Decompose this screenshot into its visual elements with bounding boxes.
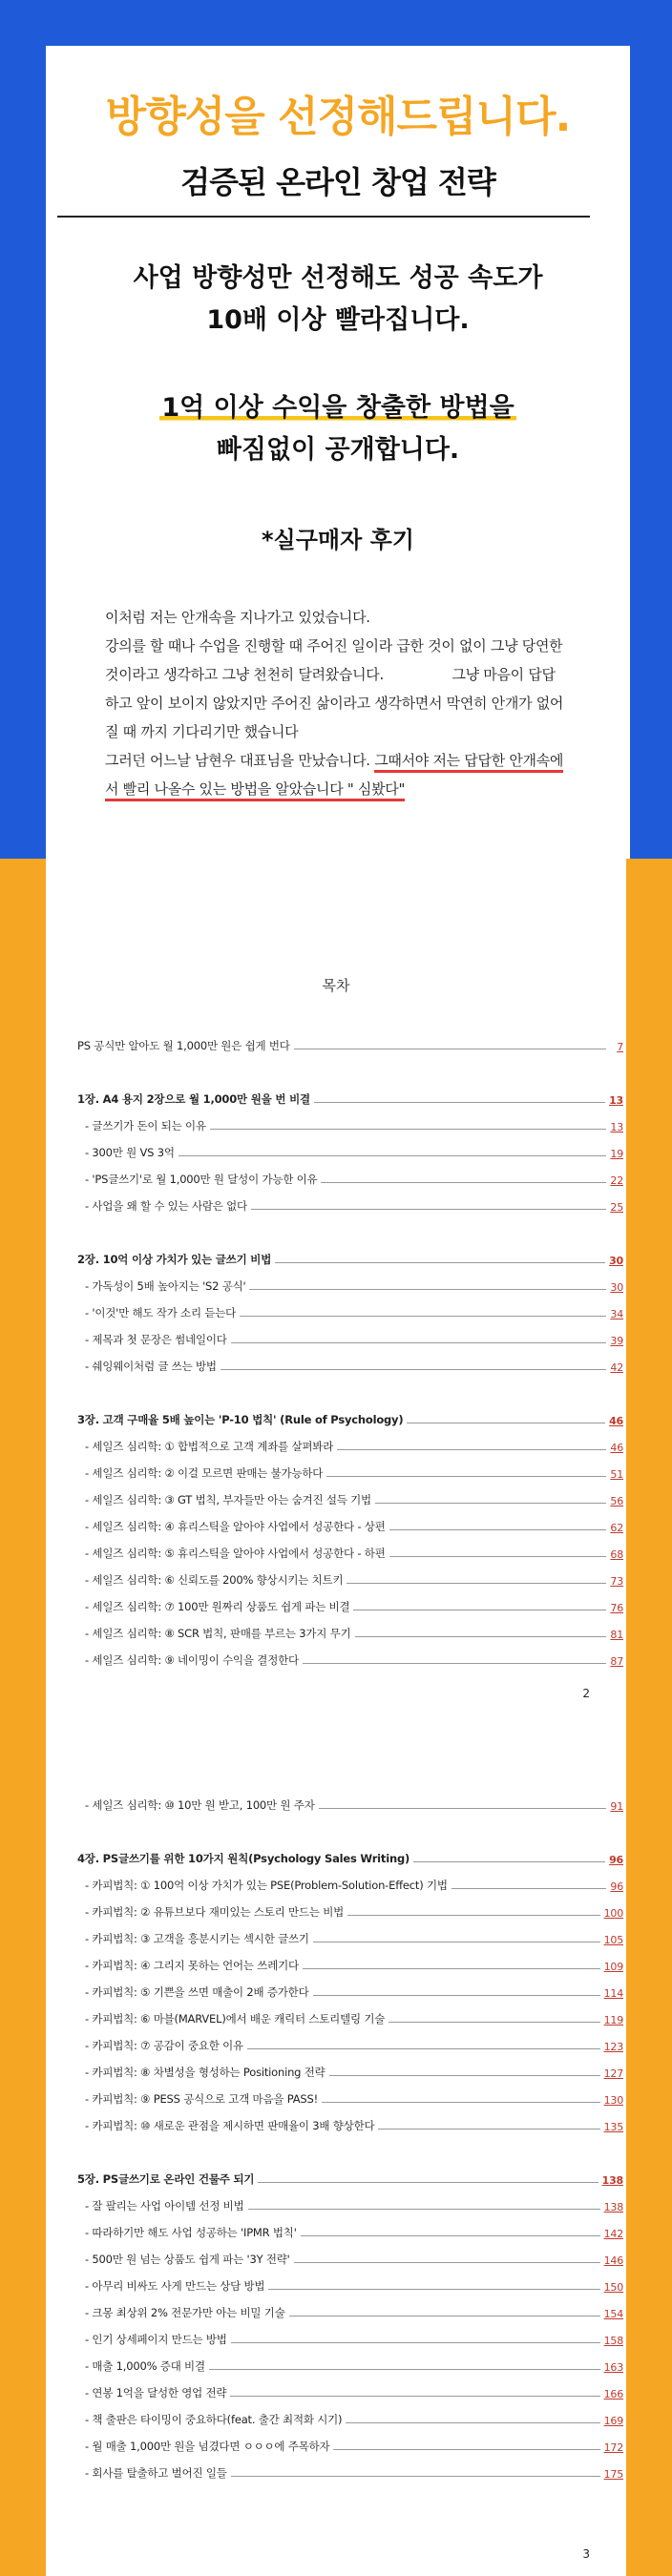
toc-entry-row[interactable]	[77, 1107, 623, 1133]
toc-page-link[interactable]: 163	[603, 2361, 623, 2374]
toc-leader-line	[230, 2396, 599, 2397]
toc-spacer	[77, 1053, 623, 1080]
toc-leader-line	[258, 2182, 598, 2183]
review-label: *실구매자 후기	[261, 527, 414, 553]
toc-page-3	[0, 1717, 672, 2576]
toc-entry-row[interactable]	[77, 2187, 623, 2213]
toc-entry-row[interactable]	[77, 1481, 623, 1507]
toc-entry-title: 3장. 고객 구매율 5배 높이는 'P-10 법칙' (Rule of Psychology)	[77, 1413, 404, 1426]
toc-page-link[interactable]: 175	[603, 2468, 623, 2481]
toc-entry-title: 1장. A4 용지 2장으로 월 1,000만 원을 번 비결	[77, 1092, 310, 1106]
toc-entry-title: - 300만 원 VS 3억	[85, 1146, 175, 1159]
toc-page-link[interactable]: 13	[609, 1094, 623, 1107]
toc-entry-title: - 인기 상세페이지 만드는 방법	[85, 2333, 227, 2346]
toc-page-link[interactable]: 30	[610, 1281, 623, 1294]
review-story-text: 그러던 어느날 남현우 대표님을 만났습니다.	[105, 752, 375, 769]
toc-leader-line	[303, 1968, 600, 1969]
toc-leader-line	[333, 2449, 599, 2450]
toc-entry-row[interactable]	[77, 2320, 623, 2347]
toc-entry-title: - 매출 1,000% 증대 비결	[85, 2359, 205, 2373]
toc-page-link[interactable]: 119	[603, 2014, 623, 2026]
toc-entry-title: - 'PS글쓰기'로 월 1,000만 원 달성이 가능한 이유	[85, 1173, 318, 1186]
toc-page-link[interactable]: 172	[603, 2441, 623, 2454]
toc-entry-title: - 크몽 최상위 2% 전문가만 아는 비밀 기술	[85, 2306, 285, 2319]
toc-page-link[interactable]: 96	[610, 1880, 623, 1893]
toc-entry-row[interactable]	[77, 2294, 623, 2320]
hero-claim-speed-line2: 10배 이상 빨라집니다.	[206, 305, 470, 335]
toc-page-link[interactable]: 114	[603, 1987, 623, 2000]
toc-entry-title: - 카피법칙: ④ 그리지 못하는 언어는 쓰레기다	[85, 1959, 299, 1972]
toc-leader-line	[347, 1915, 600, 1916]
toc-entry-title: - 세일즈 심리학: ⑦ 100만 원짜리 상품도 쉽게 파는 비결	[85, 1600, 350, 1613]
toc-leader-line	[301, 2235, 600, 2236]
toc-leader-line	[209, 2369, 600, 2370]
toc-entry-title: 5장. PS글쓰기로 온라인 건물주 되기	[77, 2172, 255, 2186]
toc-entry-title: - 세일즈 심리학: ⑧ SCR 법칙, 판매를 부르는 3가지 무기	[85, 1627, 351, 1640]
review-story	[105, 603, 607, 803]
toc-entry-title: - 카피법칙: ⑦ 공감이 중요한 이유	[85, 2039, 243, 2052]
toc-page-link[interactable]: 154	[603, 2308, 623, 2320]
toc-leader-line	[231, 2342, 600, 2343]
toc-page-link[interactable]: 46	[609, 1415, 623, 1427]
toc-leader-line	[346, 1583, 606, 1584]
toc-leader-line	[389, 1529, 606, 1530]
toc-page-link[interactable]: 150	[603, 2281, 623, 2294]
toc-entry-row[interactable]	[77, 1534, 623, 1561]
toc-leader-line	[294, 2262, 600, 2263]
toc-leader-line	[178, 1155, 606, 1156]
hero-subtitle: 검증된 온라인 창업 전략	[180, 164, 495, 200]
review-story-line: 강의를 할 때나 수업을 진행할 때 주어진 일이라 급한 것이 없이 그냥 당연한	[105, 637, 563, 654]
toc-entry-title: - 세일즈 심리학: ③ GT 법칙, 부자들만 아는 숨겨진 설득 기법	[85, 1493, 371, 1506]
toc-page-link[interactable]: 13	[610, 1121, 623, 1133]
review-story-highlight: 서 빨리 나올수 있는 방법을 알았습니다 " 심봤다"	[105, 780, 405, 801]
toc-entry-title: - 카피법칙: ⑧ 차별성을 형성하는 Positioning 전략	[85, 2066, 326, 2079]
toc-heading: 목차	[322, 977, 350, 994]
toc-page-link[interactable]: 34	[610, 1308, 623, 1320]
review-story-line	[105, 746, 607, 775]
toc-entry-row[interactable]	[77, 1160, 623, 1187]
toc-page-link[interactable]: 39	[610, 1335, 623, 1347]
toc-page-link[interactable]: 138	[603, 2201, 623, 2213]
toc-page-link[interactable]: 123	[603, 2041, 623, 2053]
toc-leader-line	[303, 1663, 606, 1664]
toc-entry-title: - 세일즈 심리학: ⑨ 네이밍이 수익을 결정한다	[85, 1653, 299, 1667]
toc-entry-title: - 카피법칙: ⑩ 새로운 관점을 제시하면 판매율이 3배 향상한다	[85, 2119, 375, 2132]
toc-entry-row[interactable]	[77, 1347, 623, 1374]
toc-entry-title: - 세일즈 심리학: ② 이걸 모르면 판매는 불가능하다	[85, 1466, 324, 1480]
toc-leader-line	[314, 1102, 605, 1103]
toc-page-link[interactable]: 81	[610, 1629, 623, 1641]
toc-leader-line	[326, 1476, 606, 1477]
toc-page-link[interactable]: 56	[610, 1495, 623, 1507]
hero-card	[46, 46, 630, 859]
toc-entry-title: - 따라하기만 해도 사업 성공하는 'IPMR 법칙'	[85, 2226, 297, 2239]
toc-entry-row[interactable]	[77, 1027, 623, 1053]
toc-entry-row[interactable]	[77, 1561, 623, 1588]
toc-leader-line	[248, 2209, 600, 2210]
toc-page-link[interactable]: 127	[603, 2067, 623, 2080]
toc-entry-title: - 쉐잉웨이처럼 글 쓰는 방법	[85, 1360, 217, 1373]
toc-page-link[interactable]: 135	[603, 2121, 623, 2133]
toc-leader-line	[268, 2289, 599, 2290]
toc-spacer	[77, 1214, 623, 1240]
toc-page-3-sheet	[46, 1717, 626, 2576]
toc-entry-row[interactable]	[77, 2213, 623, 2240]
toc-entry-title: - 제목과 첫 문장은 썸네일이다	[85, 1333, 227, 1346]
toc-leader-line	[375, 1503, 606, 1504]
hero-divider	[57, 216, 590, 218]
toc-leader-line	[319, 1808, 606, 1809]
toc-page-link[interactable]: 68	[610, 1548, 623, 1561]
toc-entry-title: - 카피법칙: ⑤ 기쁜을 쓰면 매출이 2배 증가한다	[85, 1985, 309, 1999]
page-number: 2	[582, 1687, 590, 1700]
toc-entry-row[interactable]	[77, 1294, 623, 1320]
toc-page-link[interactable]: 19	[610, 1148, 623, 1160]
toc-entry-row[interactable]	[77, 1641, 623, 1668]
toc-entry-row[interactable]	[77, 2107, 623, 2133]
toc-leader-line	[249, 1289, 606, 1290]
toc-page-link[interactable]: 25	[610, 1201, 623, 1214]
toc-entry-row[interactable]	[77, 2347, 623, 2374]
toc-page-link[interactable]: 105	[603, 1934, 623, 1946]
toc-entry-title: - 카피법칙: ⑨ PESS 공식으로 고객 마음을 PASS!	[85, 2092, 319, 2106]
toc-entry-title: - 카피법칙: ① 100억 이상 가치가 있는 PSE(Problem-Solution-Effect) 기법	[85, 1879, 448, 1892]
toc-list	[77, 1786, 623, 2481]
review-story-line: 하고 앞이 보이지 않았지만 주어진 삶이라고 생각하면서 막연히 안개가 없어	[105, 695, 564, 712]
toc-page-link[interactable]: 138	[601, 2174, 623, 2187]
toc-leader-line	[388, 2022, 599, 2023]
hero-claim-speed-line1: 사업 방향성만 선정해도 성공 속도가	[133, 263, 543, 293]
toc-leader-line	[337, 1449, 606, 1450]
toc-leader-line	[210, 1129, 606, 1130]
toc-entry-row[interactable]	[77, 1893, 623, 1920]
toc-entry-row[interactable]	[77, 1427, 623, 1454]
toc-entry-row[interactable]	[77, 2267, 623, 2294]
toc-leader-line	[322, 2102, 600, 2103]
toc-page-link[interactable]: 146	[603, 2254, 623, 2267]
toc-entry-title: - 월 매출 1,000만 원을 넘겼다면 ㅇㅇㅇ에 주목하자	[85, 2440, 330, 2453]
toc-leader-line	[329, 2075, 600, 2076]
toc-entry-title: - 세일즈 심리학: ④ 휴리스틱을 알아야 사업에서 성공한다 - 상편	[85, 1520, 386, 1533]
hero-section	[0, 0, 672, 859]
toc-chapter-row[interactable]	[77, 1080, 623, 1107]
toc-spacer	[77, 2133, 623, 2160]
toc-leader-line	[413, 1861, 605, 1862]
toc-page-link[interactable]: 42	[610, 1361, 623, 1374]
toc-chapter-row[interactable]	[77, 1401, 623, 1427]
toc-entry-title: - '이것'만 해도 작가 소리 듣는다	[85, 1306, 237, 1319]
toc-page-link[interactable]: 142	[603, 2228, 623, 2240]
toc-page-link[interactable]: 109	[603, 1961, 623, 1973]
toc-entry-row[interactable]	[77, 2240, 623, 2267]
hero-title: 방향성을 선정해드립니다.	[105, 93, 571, 141]
toc-entry-row[interactable]	[77, 2400, 623, 2427]
toc-page-link[interactable]: 73	[610, 1575, 623, 1588]
toc-entry-title: 4장. PS글쓰기를 위한 10가지 원칙(Psychology Sales Writing)	[77, 1852, 410, 1865]
toc-leader-line	[220, 1369, 606, 1370]
toc-page-link[interactable]: 91	[610, 1800, 623, 1813]
toc-entry-row[interactable]	[77, 1187, 623, 1214]
toc-page-link[interactable]: 62	[610, 1522, 623, 1534]
toc-page-2-sheet	[46, 859, 626, 1717]
review-story-highlight: 그때서야 저는 답답한 안개속에	[374, 752, 563, 773]
toc-entry-title: - 글쓰기가 돈이 되는 이유	[85, 1119, 206, 1132]
toc-entry-title: 2장. 10억 이상 가치가 있는 글쓰기 비법	[77, 1253, 272, 1266]
toc-entry-title: - 카피법칙: ⑥ 마블(MARVEL)에서 배운 캐릭터 스토리텔링 기술	[85, 2012, 386, 2025]
toc-entry-row[interactable]	[77, 1866, 623, 1893]
toc-entry-row[interactable]	[77, 1133, 623, 1160]
toc-entry-row[interactable]	[77, 1320, 623, 1347]
toc-entry-title: - 회사를 탈출하고 벌어진 일들	[85, 2466, 227, 2480]
review-story-line: 질 때 까지 기다리기만 했습니다	[105, 723, 299, 740]
toc-entry-title: - 아무리 비싸도 사게 만드는 상담 방법	[85, 2279, 265, 2293]
hero-claim-revenue-line1: 1억 이상 수익을 창출한 방법을	[161, 393, 514, 423]
toc-page-link[interactable]: 76	[610, 1602, 623, 1614]
toc-leader-line	[321, 1182, 606, 1183]
hero-claim-revenue-line2: 빠짐없이 공개합니다.	[216, 435, 460, 465]
toc-entry-title: - 카피법칙: ② 유튜브보다 재미있는 스토리 만드는 비법	[85, 1905, 345, 1919]
toc-leader-line	[231, 1342, 606, 1343]
toc-entry-row[interactable]	[77, 1267, 623, 1294]
toc-page-link[interactable]: 46	[610, 1442, 623, 1454]
toc-list	[77, 1027, 623, 1668]
toc-leader-line	[251, 1209, 606, 1210]
review-story-line: 이처럼 저는 안개속을 지나가고 있었습니다.	[105, 609, 370, 626]
toc-page-link[interactable]: 51	[610, 1468, 623, 1481]
toc-entry-row[interactable]	[77, 1454, 623, 1481]
toc-page-link[interactable]: 166	[603, 2388, 623, 2400]
toc-page-2	[0, 859, 672, 1717]
toc-page-link[interactable]: 96	[609, 1854, 623, 1866]
toc-entry-title: - 가독성이 5배 높아지는 'S2 공식'	[85, 1279, 246, 1293]
toc-entry-title: - 잘 팔리는 사업 아이템 선정 비법	[85, 2199, 244, 2212]
toc-entry-row[interactable]	[77, 1614, 623, 1641]
toc-spacer	[77, 1374, 623, 1401]
toc-leader-line	[231, 2476, 600, 2477]
toc-entry-title: - 세일즈 심리학: ⑤ 휴리스틱을 알아야 사업에서 성공한다 - 하편	[85, 1547, 386, 1560]
toc-page-link[interactable]: 87	[610, 1655, 623, 1668]
toc-page-link[interactable]: 30	[609, 1255, 623, 1267]
toc-entry-row[interactable]	[77, 2053, 623, 2080]
toc-page-link[interactable]: 7	[617, 1041, 623, 1053]
toc-entry-row[interactable]	[77, 1588, 623, 1614]
review-story-line: 것이라고 생각하고 그냥 천천히 달려왔습니다. 그냥 마음이 답답	[105, 666, 556, 683]
toc-entry-title: - 세일즈 심리학: ① 합법적으로 고객 계좌를 살펴봐라	[85, 1440, 334, 1453]
toc-entry-row[interactable]	[77, 1946, 623, 1973]
toc-entry-row[interactable]	[77, 1507, 623, 1534]
toc-entry-title: - 연봉 1억을 달성한 영업 전략	[85, 2386, 227, 2399]
toc-entry-title: - 카피법칙: ③ 고객을 흥분시키는 섹시한 글쓰기	[85, 1932, 309, 1945]
toc-leader-line	[346, 2422, 599, 2423]
page-number: 3	[582, 2547, 590, 2561]
review-story-line	[105, 775, 607, 803]
toc-leader-line	[389, 1556, 606, 1557]
toc-chapter-row[interactable]	[77, 1839, 623, 1866]
toc-entry-row[interactable]	[77, 2427, 623, 2454]
toc-entry-row[interactable]	[77, 1973, 623, 2000]
toc-chapter-row[interactable]	[77, 1240, 623, 1267]
toc-leader-line	[247, 2048, 600, 2049]
toc-entry-title: - 세일즈 심리학: ⑥ 신뢰도를 200% 향상시키는 치트키	[85, 1573, 344, 1587]
toc-entry-title: - 사업을 왜 할 수 있는 사람은 없다	[85, 1199, 247, 1213]
toc-entry-title: - 책 출판은 타이밍이 중요하다(feat. 출간 최적화 시기)	[85, 2413, 343, 2426]
toc-chapter-row[interactable]	[77, 2160, 623, 2187]
toc-page-link[interactable]: 22	[610, 1174, 623, 1187]
toc-entry-row[interactable]	[77, 2000, 623, 2026]
toc-leader-line	[313, 1995, 600, 1996]
toc-leader-line	[240, 1316, 606, 1317]
toc-page-link[interactable]: 130	[603, 2094, 623, 2107]
toc-spacer	[77, 1813, 623, 1839]
toc-entry-title: PS 공식만 알아도 월 1,000만 원은 쉽게 번다	[77, 1039, 290, 1052]
toc-entry-row[interactable]	[77, 2026, 623, 2053]
toc-leader-line	[452, 1888, 606, 1889]
toc-page-link[interactable]: 169	[603, 2415, 623, 2427]
toc-entry-row[interactable]	[77, 1786, 623, 1813]
hero-claim-revenue	[46, 387, 630, 471]
toc-leader-line	[355, 1636, 607, 1637]
toc-entry-row[interactable]	[77, 1920, 623, 1946]
toc-entry-row[interactable]	[77, 2454, 623, 2481]
toc-entry-title: - 500만 원 넘는 상품도 쉽게 파는 '3Y 전략'	[85, 2253, 290, 2266]
toc-entry-row[interactable]	[77, 2080, 623, 2107]
toc-page-link[interactable]: 100	[603, 1907, 623, 1920]
toc-entry-row[interactable]	[77, 2374, 623, 2400]
toc-leader-line	[275, 1262, 605, 1263]
toc-page-link[interactable]: 158	[603, 2335, 623, 2347]
toc-entry-title: - 세일즈 심리학: ⑩ 10만 원 받고, 100만 원 주자	[85, 1798, 315, 1812]
hero-claim-speed	[46, 258, 630, 342]
